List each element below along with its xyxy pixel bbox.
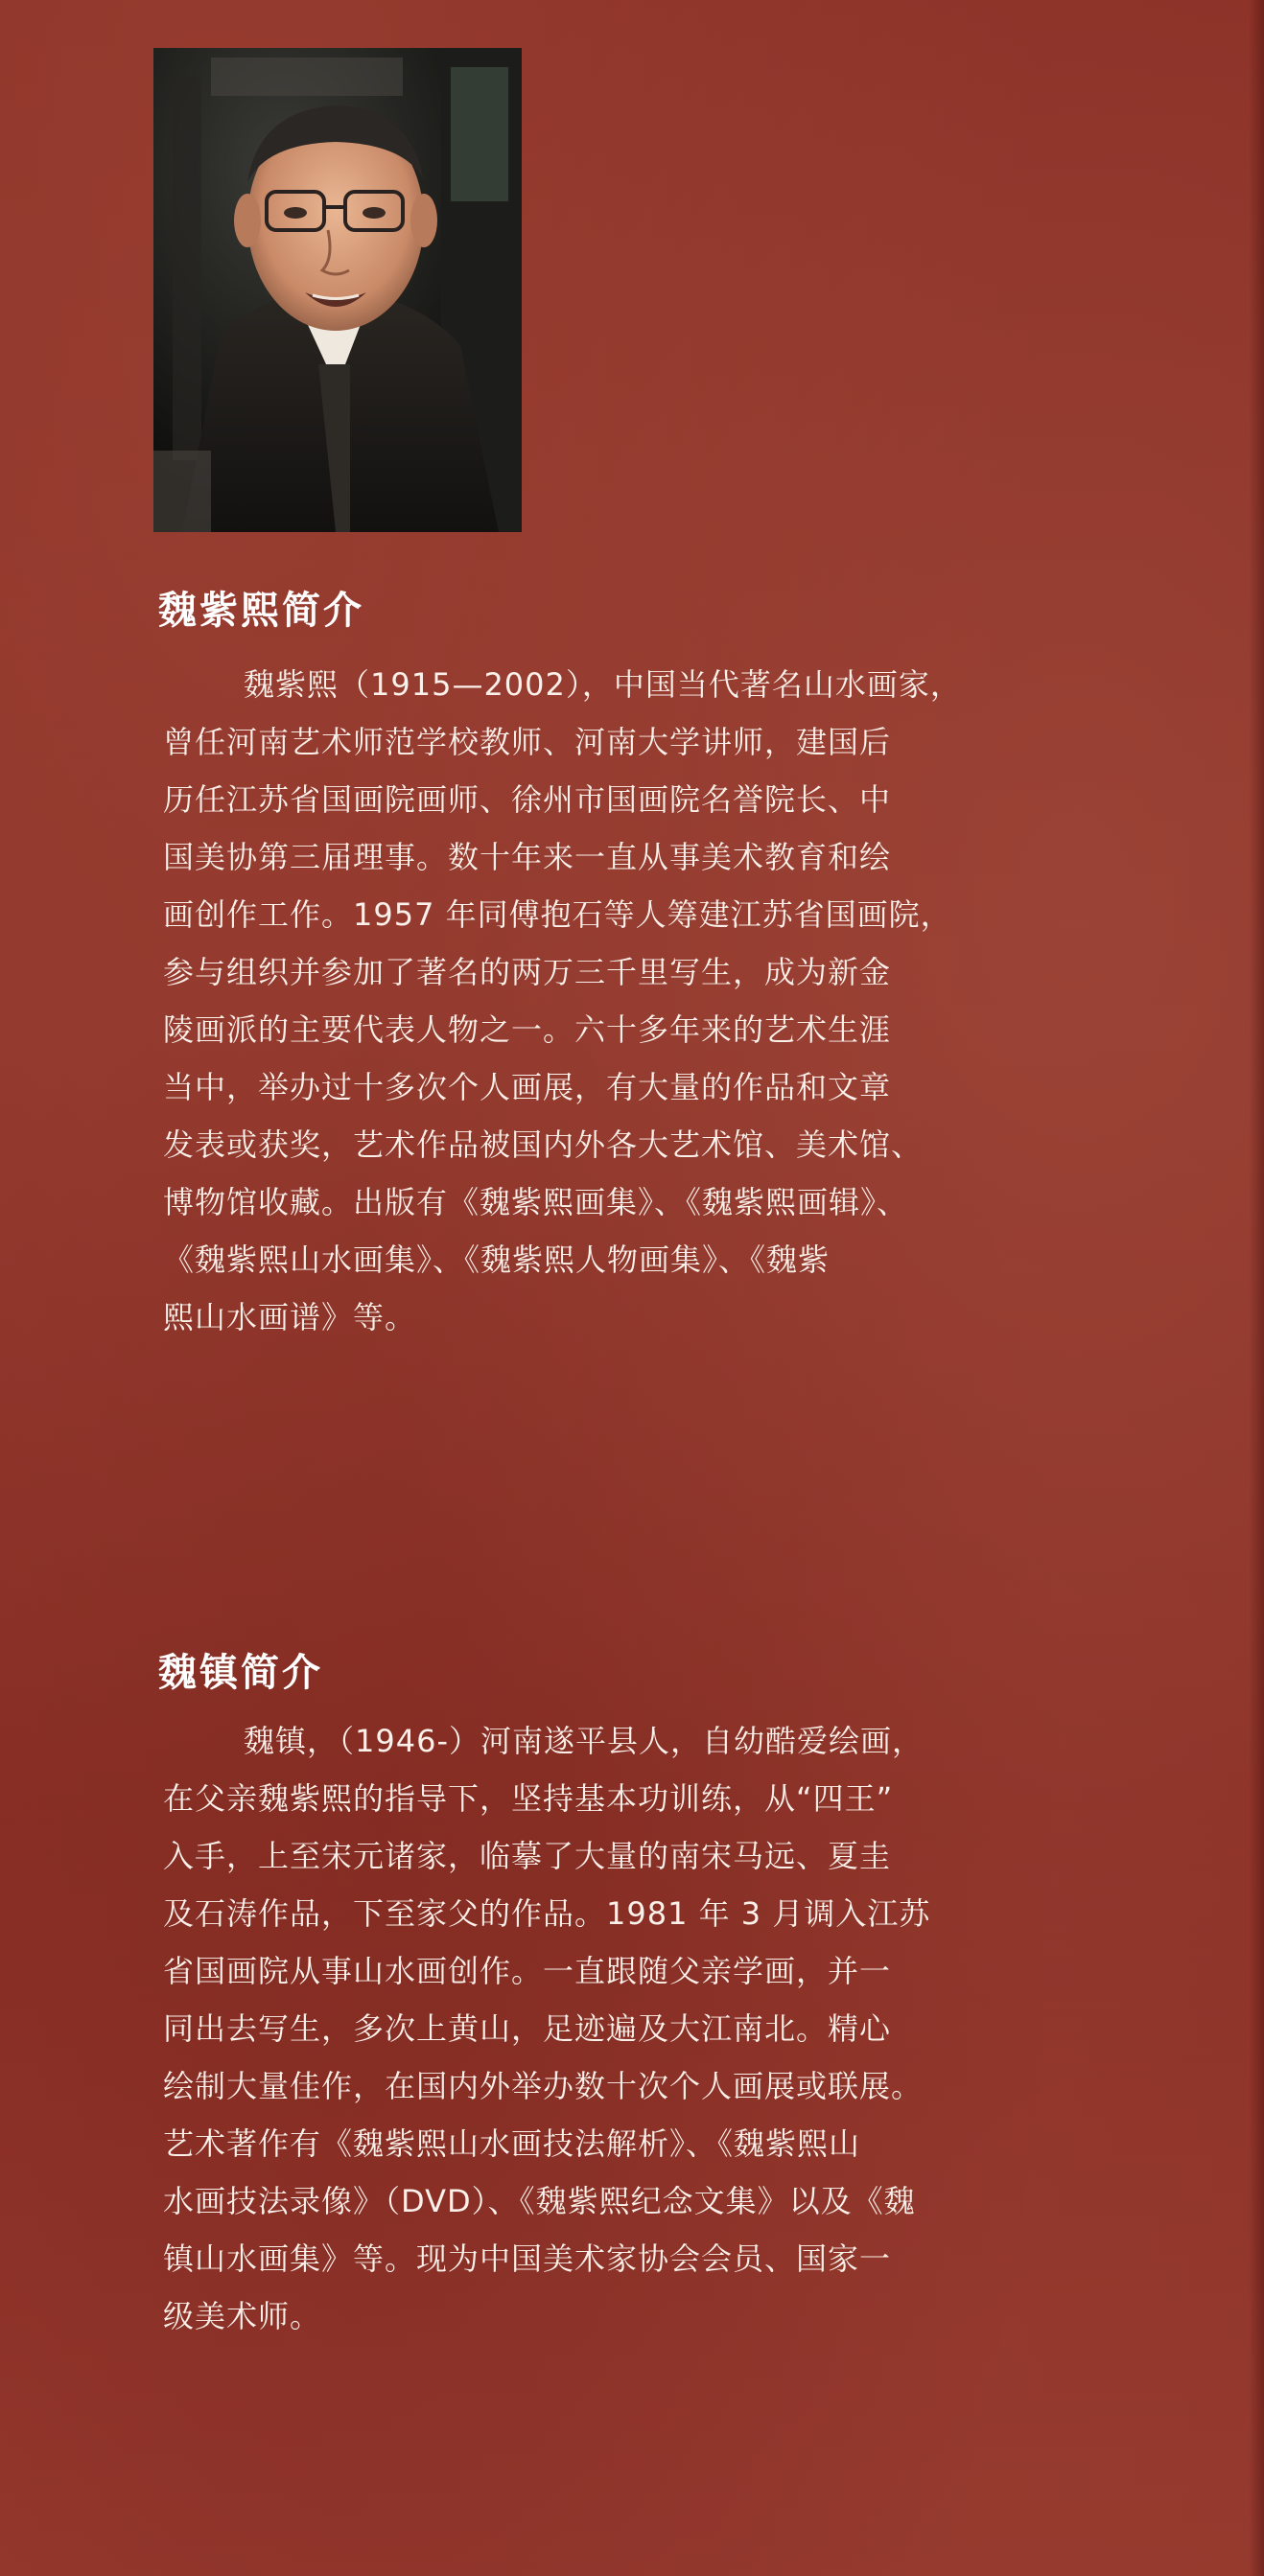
bio-line: 省国画院从事山水画创作。一直跟随父亲学画，并一: [163, 1953, 892, 1989]
bio-line: 魏紫熙（1915—2002），中国当代著名山水画家，: [244, 666, 962, 703]
portrait-photo: [153, 48, 522, 532]
bio-wei-zhen: [163, 1712, 1068, 2345]
page-edge-shadow: [1249, 0, 1264, 2576]
bio-line: 及石涛作品，下至家父的作品。1981 年 3 月调入江苏: [163, 1895, 931, 1932]
bio-line: 《魏紫熙山水画集》、《魏紫熙人物画集》、《魏紫: [163, 1242, 831, 1278]
bio-line: 博物馆收藏。出版有《魏紫熙画集》、《魏紫熙画辑》、: [163, 1184, 909, 1220]
bio-line: 同出去写生，多次上黄山，足迹遍及大江南北。精心: [163, 2010, 892, 2047]
bio-line: 画创作工作。1957 年同傅抱石等人筹建江苏省国画院，: [163, 896, 952, 933]
bio-wei-zixi: [163, 656, 1068, 1346]
bio-line: 艺术著作有《魏紫熙山水画技法解析》、《魏紫熙山: [163, 2125, 861, 2162]
bio-line: 水画技法录像》（DVD）、《魏紫熙纪念文集》以及《魏: [163, 2183, 916, 2219]
bio-line: 在父亲魏紫熙的指导下，坚持基本功训练，从“四王”: [163, 1780, 894, 1817]
bio-line: 历任江苏省国画院画师、徐州市国画院名誉院长、中: [163, 781, 892, 818]
bio-line: 绘制大量佳作，在国内外举办数十次个人画展或联展。: [163, 2068, 924, 2104]
bio-line: 发表或获奖，艺术作品被国内外各大艺术馆、美术馆、: [163, 1126, 924, 1163]
bio-line: 镇山水画集》等。现为中国美术家协会会员、国家一: [163, 2240, 892, 2277]
bio-line: 当中，举办过十多次个人画展，有大量的作品和文章: [163, 1069, 892, 1105]
bio-line: 入手，上至宋元诸家，临摹了大量的南宋马远、夏圭: [163, 1838, 892, 1874]
section-title-wei-zhen: 魏镇简介: [158, 1650, 323, 1695]
section-title-wei-zixi: 魏紫熙简介: [158, 588, 364, 633]
bio-line: 国美协第三届理事。数十年来一直从事美术教育和绘: [163, 839, 892, 875]
bio-line: 参与组织并参加了著名的两万三千里写生，成为新金: [163, 954, 892, 990]
bio-line: 级美术师。: [163, 2298, 322, 2334]
bio-line: 熙山水画谱》等。: [163, 1299, 417, 1335]
bio-line: 陵画派的主要代表人物之一。六十多年来的艺术生涯: [163, 1011, 892, 1048]
bio-line: 魏镇，（1946-）河南遂平县人，自幼酷爱绘画，: [244, 1723, 924, 1759]
bio-line: 曾任河南艺术师范学校教师、河南大学讲师，建国后: [163, 724, 892, 760]
